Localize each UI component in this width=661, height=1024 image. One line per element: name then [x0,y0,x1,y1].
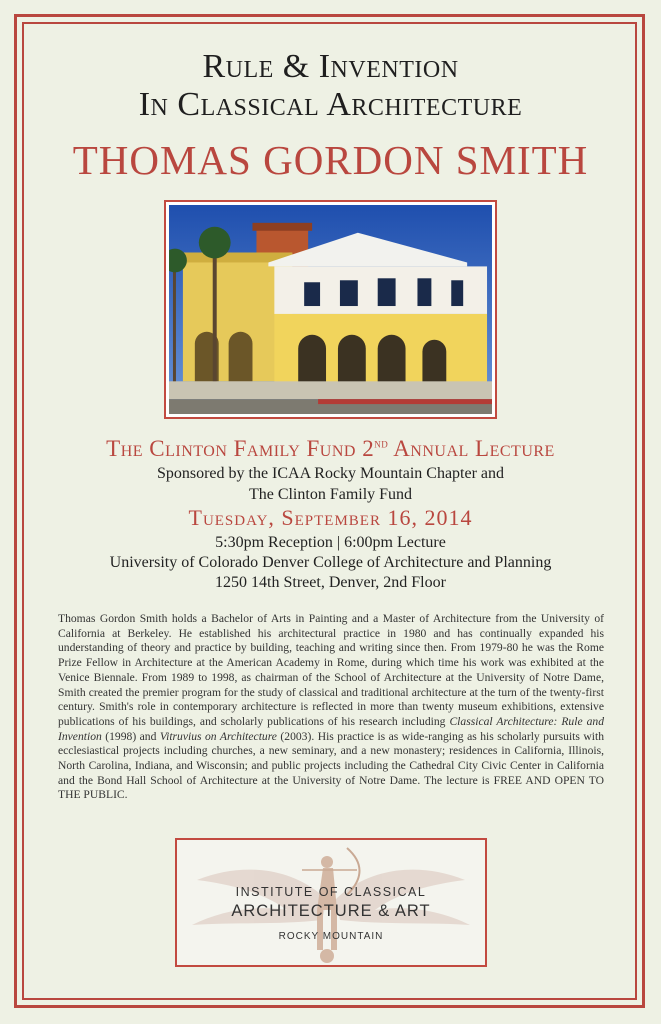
icaa-logo [175,838,487,967]
speaker-name: THOMAS GORDON SMITH [72,137,589,183]
title-line-1: Rule & Invention [202,48,459,85]
speaker-bio: Thomas Gordon Smith holds a Bachelor of Arts in Painting and a Master of Architecture from the University of California at Berkeley. He established his architectural practice in 1980 and has continually expanded his understanding of theory and practice by building, teaching and writing since then. From 1979-80 he was the Rome Prize Fellow in Architecture at the American Academy in Rome, during which time his work was exhibited at the Venice Biennale. From 1989 to 1998, as chairman of the School of Architecture at the University of Notre Dame, Smith created the premier program for the study of classical and traditional architecture at the turn of the twenty-first century. Smith's role in contemporary architecture is reflected in more than twenty museum exhibitions, extensive publications of his buildings, and scholarly publications of his research including Classical Architecture: Rule and Invention (1998) and Vitruvius on Architecture (2003). His practice is as wide-ranging as his scholarly pursuits with ecclesiastical projects including churches, a new seminary, and a new monastery; residences in California, Illinois, North Carolina, Indiana, and Wisconsin; and public projects including the Cathedral City Civic Center in California and the Bond Hall School of Architecture at the University of Notre Dame. The lecture is FREE AND OPEN TO THE PUBLIC. [58,612,604,802]
event-address: 1250 14th Street, Denver, 2nd Floor [215,574,446,591]
sponsor-line-1: Sponsored by the ICAA Rocky Mountain Chapter and [156,465,505,482]
lecture-title: The Clinton Family Fund 2nd Annual Lecture [106,435,555,461]
event-venue: University of Colorado Denver College of Architecture and Planning [109,554,552,571]
logo-line-2: ARCHITECTURE & ART [231,902,431,920]
event-time: 5:30pm Reception | 6:00pm Lecture [215,534,446,551]
logo-line-3: ROCKY MOUNTAIN [278,931,384,942]
logo-line-1: INSTITUTE OF CLASSICAL [235,885,427,899]
building-photo-icon [169,205,492,414]
building-photo [164,200,497,419]
event-date: Tuesday, September 16, 2014 [188,505,473,530]
title-line-2: In Classical Architecture [138,86,523,123]
sponsor-line-2: The Clinton Family Fund [248,486,413,503]
